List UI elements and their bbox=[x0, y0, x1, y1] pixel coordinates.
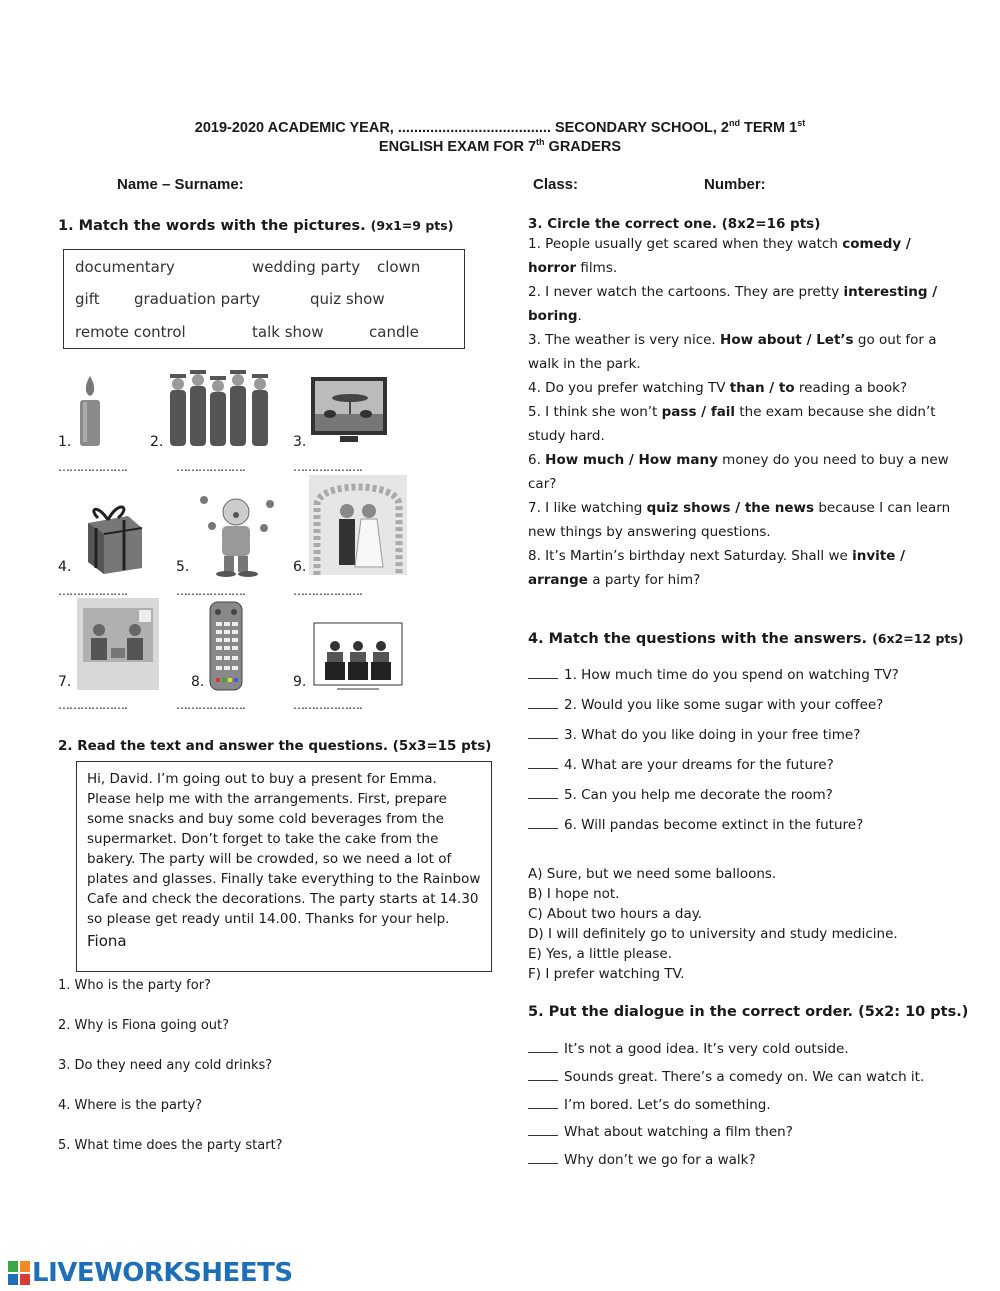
circle-item: 3. The weather is very nice. How about / Let’s go out for a walk in the park. bbox=[528, 332, 937, 372]
remote-control-picture bbox=[208, 600, 244, 692]
word-item: clown bbox=[377, 258, 421, 276]
word-item: candle bbox=[369, 323, 419, 341]
section-5-title: 5. Put the dialogue in the correct order. (5x2: 10 pts.) bbox=[528, 1004, 969, 1020]
answer-blank[interactable]: ………………. bbox=[293, 460, 362, 474]
word-item: wedding party bbox=[252, 258, 361, 276]
choice-options[interactable]: interesting / boring bbox=[528, 284, 938, 324]
choice-options[interactable]: How much / How many bbox=[545, 452, 718, 468]
talk-show-picture bbox=[77, 598, 159, 690]
choice-options[interactable]: comedy / horror bbox=[528, 236, 911, 276]
match-answer: D) I will definitely go to university and study medicine. bbox=[528, 926, 898, 942]
match-blank[interactable] bbox=[528, 668, 558, 679]
exam-title-line-1: 2019-2020 ACADEMIC YEAR, ...................................... SECONDARY SCHOOL, 2nd TERM 1st bbox=[194, 118, 806, 136]
circle-item: 5. I think she won’t pass / fail the exam because she didn’t study hard. bbox=[528, 404, 936, 444]
picture-number: 8. bbox=[191, 674, 205, 690]
dialogue-line: What about watching a film then? bbox=[528, 1124, 793, 1140]
circle-item: 6. How much / How many money do you need to buy a new car? bbox=[528, 452, 949, 492]
name-surname-label: Name – Surname: bbox=[117, 176, 244, 193]
match-question: 3. What do you like doing in your free time? bbox=[528, 727, 860, 743]
picture-number: 5. bbox=[176, 559, 190, 575]
reading-signature: Fiona bbox=[87, 932, 127, 950]
dialogue-line: I’m bored. Let’s do something. bbox=[528, 1097, 771, 1113]
exam-title-line-2: ENGLISH EXAM FOR 7th GRADERS bbox=[378, 137, 622, 155]
match-blank[interactable] bbox=[528, 788, 558, 799]
word-item: talk show bbox=[252, 323, 324, 341]
word-item: remote control bbox=[75, 323, 186, 341]
circle-item: 7. I like watching quiz shows / the news because I can learn new things by answering questions. bbox=[528, 500, 951, 540]
match-answer: E) Yes, a little please. bbox=[528, 946, 672, 962]
section-1-title: 1. Match the words with the pictures. (9x1=9 pts) bbox=[58, 218, 454, 234]
reading-question: 2. Why is Fiona going out? bbox=[58, 1018, 230, 1033]
match-blank[interactable] bbox=[528, 698, 558, 709]
answer-blank[interactable]: ………………. bbox=[176, 460, 245, 474]
choice-options[interactable]: invite / arrange bbox=[528, 548, 906, 588]
gift-picture bbox=[78, 498, 148, 576]
reading-question: 5. What time does the party start? bbox=[58, 1138, 283, 1153]
choice-options[interactable]: pass / fail bbox=[661, 404, 736, 420]
picture-number: 7. bbox=[58, 674, 72, 690]
picture-number: 3. bbox=[293, 434, 307, 450]
match-question: 1. How much time do you spend on watching TV? bbox=[528, 667, 899, 683]
answer-blank[interactable]: ………………. bbox=[58, 698, 127, 712]
match-answer: F) I prefer watching TV. bbox=[528, 966, 685, 982]
order-blank[interactable] bbox=[528, 1070, 558, 1081]
match-blank[interactable] bbox=[528, 818, 558, 829]
dialogue-line: Why don’t we go for a walk? bbox=[528, 1152, 756, 1168]
graduation-party-picture bbox=[166, 368, 276, 450]
reading-text: Hi, David. I’m going out to buy a present for Emma. Please help me with the arrangements. First, prepare some snacks and buy some cold beverages from the supermarket. Don’t forget to take the cake from the bakery. The party will be crowded, so we need a lot of plates and glasses. Finally take everything to the Rainbow Cafe and check the decorations. The party starts at 14.30 so please get ready until 14.00. Thanks for your help. bbox=[87, 771, 481, 927]
wedding-party-picture bbox=[309, 475, 407, 575]
order-blank[interactable] bbox=[528, 1098, 558, 1109]
match-blank[interactable] bbox=[528, 728, 558, 739]
reading-question: 4. Where is the party? bbox=[58, 1098, 203, 1113]
picture-number: 4. bbox=[58, 559, 72, 575]
word-item: quiz show bbox=[310, 290, 385, 308]
clown-picture bbox=[192, 482, 282, 578]
circle-items bbox=[528, 232, 958, 592]
liveworksheets-logo-icon bbox=[8, 1261, 30, 1285]
answer-blank[interactable]: ………………. bbox=[176, 698, 245, 712]
match-answer: C) About two hours a day. bbox=[528, 906, 703, 922]
reading-question: 1. Who is the party for? bbox=[58, 978, 211, 993]
match-question: 6. Will pandas become extinct in the future? bbox=[528, 817, 863, 833]
word-item: graduation party bbox=[134, 290, 261, 308]
answer-blank[interactable]: ………………. bbox=[293, 698, 362, 712]
word-box bbox=[63, 249, 465, 349]
circle-item: 2. I never watch the cartoons. They are pretty interesting / boring. bbox=[528, 284, 938, 324]
documentary-picture bbox=[310, 376, 388, 446]
match-question: 5. Can you help me decorate the room? bbox=[528, 787, 833, 803]
order-blank[interactable] bbox=[528, 1125, 558, 1136]
match-answer: A) Sure, but we need some balloons. bbox=[528, 866, 777, 882]
choice-options[interactable]: How about / Let’s bbox=[720, 332, 854, 348]
picture-number: 2. bbox=[150, 434, 164, 450]
picture-number: 1. bbox=[58, 434, 72, 450]
reading-question: 3. Do they need any cold drinks? bbox=[58, 1058, 273, 1073]
order-blank[interactable] bbox=[528, 1042, 558, 1053]
match-question: 4. What are your dreams for the future? bbox=[528, 757, 834, 773]
picture-number: 6. bbox=[293, 559, 307, 575]
section-3-title: 3. Circle the correct one. (8x2=16 pts) bbox=[528, 216, 821, 232]
candle-picture bbox=[75, 374, 105, 448]
liveworksheets-brand[interactable]: LIVEWORKSHEETS bbox=[32, 1258, 293, 1288]
word-item: documentary bbox=[75, 258, 175, 276]
circle-item: 4. Do you prefer watching TV than / to reading a book? bbox=[528, 380, 908, 396]
choice-options[interactable]: quiz shows / the news bbox=[646, 500, 815, 516]
reading-text-box bbox=[76, 761, 492, 972]
picture-number: 9. bbox=[293, 674, 307, 690]
choice-options[interactable]: than / to bbox=[729, 380, 795, 396]
match-question: 2. Would you like some sugar with your coffee? bbox=[528, 697, 883, 713]
answer-blank[interactable]: ………………. bbox=[58, 460, 127, 474]
word-item: gift bbox=[75, 290, 100, 308]
number-label: Number: bbox=[704, 176, 766, 193]
quiz-show-picture bbox=[313, 622, 403, 692]
section-4-title: 4. Match the questions with the answers. (6x2=12 pts) bbox=[528, 631, 964, 647]
answer-blank[interactable]: ………………. bbox=[293, 584, 362, 598]
dialogue-line: Sounds great. There’s a comedy on. We can watch it. bbox=[528, 1069, 924, 1085]
circle-item: 8. It’s Martin’s birthday next Saturday. Shall we invite / arrange a party for him? bbox=[528, 548, 906, 588]
section-2-title: 2. Read the text and answer the questions. (5x3=15 pts) bbox=[58, 738, 492, 754]
answer-blank[interactable]: ………………. bbox=[176, 584, 245, 598]
answer-blank[interactable]: ………………. bbox=[58, 584, 127, 598]
order-blank[interactable] bbox=[528, 1153, 558, 1164]
match-blank[interactable] bbox=[528, 758, 558, 769]
circle-item: 1. People usually get scared when they watch comedy / horror films. bbox=[528, 236, 911, 276]
match-answer: B) I hope not. bbox=[528, 886, 620, 902]
class-label: Class: bbox=[533, 176, 579, 193]
dialogue-line: It’s not a good idea. It’s very cold outside. bbox=[528, 1041, 849, 1057]
